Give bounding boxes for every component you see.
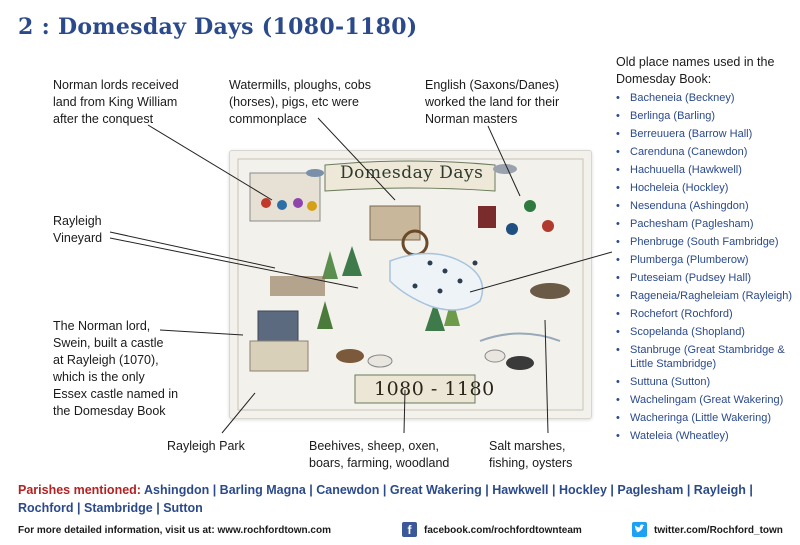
list-item: • Bacheneia (Beckney) [616,91,798,105]
caption-line: Rayleigh [53,214,102,228]
leader-line [222,393,255,433]
website-link[interactable]: For more detailed information, visit us at: www.rochfordtown.com [18,525,331,536]
leader-line [470,252,612,292]
list-item: • Rochefort (Rochford) [616,307,798,321]
caption-line: boars, farming, woodland [309,456,450,470]
caption-line: fishing, oysters [489,456,573,470]
caption-line: Norman masters [425,112,518,126]
caption-line: The Norman lord, [53,319,151,333]
list-item: • Pachesham (Paglesham) [616,217,798,231]
leader-line [545,320,548,433]
list-item: • Hocheleia (Hockley) [616,181,798,195]
facebook-icon: f [402,522,417,537]
list-item: • Stanbruge (Great Stambridge & Little Stambridge) [616,343,798,371]
heading-line: Old place names used in the [616,55,775,69]
list-item: • Wacheringa (Little Wakering) [616,411,798,425]
twitter-link[interactable]: twitter.com/Rochford_town [654,525,783,536]
caption-line: commonplace [229,112,307,126]
caption-line: Vineyard [53,231,103,245]
caption-line: Norman lords received [53,78,179,92]
caption-line: Salt marshes, [489,439,566,453]
list-item: • Carenduna (Canewdon) [616,145,798,159]
caption-line: English (Saxons/Danes) [425,78,560,92]
leader-line [110,238,358,288]
parishes-label: Parishes mentioned: [18,483,141,497]
caption-line: which is the only [53,370,145,384]
caption-park: Rayleigh Park [167,439,245,453]
heading-line: Domesday Book: [616,72,712,86]
list-item: • Wachelingam (Great Wakering) [616,393,798,407]
leader-line [318,118,395,200]
list-item: • Wateleia (Wheatley) [616,429,798,443]
list-item: • Phenbruge (South Fambridge) [616,235,798,249]
leader-line [404,390,405,433]
page-title: 2 : Domesday Days (1080-1180) [18,14,418,40]
caption-line: worked the land for their [425,95,560,109]
parishes-mentioned [18,481,788,517]
caption-line: (horses), pigs, etc were [229,95,359,109]
caption-line: land from King William [53,95,178,109]
leader-line [160,330,243,335]
leader-line [148,125,272,200]
list-item: • Hachuuella (Hawkwell) [616,163,798,177]
caption-line: Swein, built a castle [53,336,164,350]
leader-line [488,126,520,196]
leader-line [110,232,275,268]
caption-line: the Domesday Book [53,404,166,418]
caption-line: Watermills, ploughs, cobs [229,78,371,92]
tapestry-title: Domesday Days [340,163,484,183]
tapestry-dates: 1080 - 1180 [374,378,495,400]
list-item: • Berlinga (Barling) [616,109,798,123]
caption-line: after the conquest [53,112,154,126]
twitter-icon [632,522,647,537]
list-item: • Plumberga (Plumberow) [616,253,798,267]
list-item: • Nesenduna (Ashingdon) [616,199,798,213]
caption-line: Essex castle named in [53,387,179,401]
list-item: • Berreuuera (Barrow Hall) [616,127,798,141]
list-item: • Rageneia/Ragheleiam (Rayleigh) [616,289,798,303]
caption-line: at Rayleigh (1070), [53,353,159,367]
facebook-link[interactable]: facebook.com/rochfordtownteam [424,525,582,536]
list-item: • Suttuna (Sutton) [616,375,798,389]
list-item: • Puteseiam (Pudsey Hall) [616,271,798,285]
caption-line: Beehives, sheep, oxen, [309,439,439,453]
parishes-list-continued: Rochford | Stambridge | Sutton [18,501,203,515]
parishes-list: Ashingdon | Barling Magna | Canewdon | Great Wakering | Hawkwell | Hockley | Paglesham | Rayleigh | [143,483,753,497]
list-item: • Scopelanda (Shopland) [616,325,798,339]
